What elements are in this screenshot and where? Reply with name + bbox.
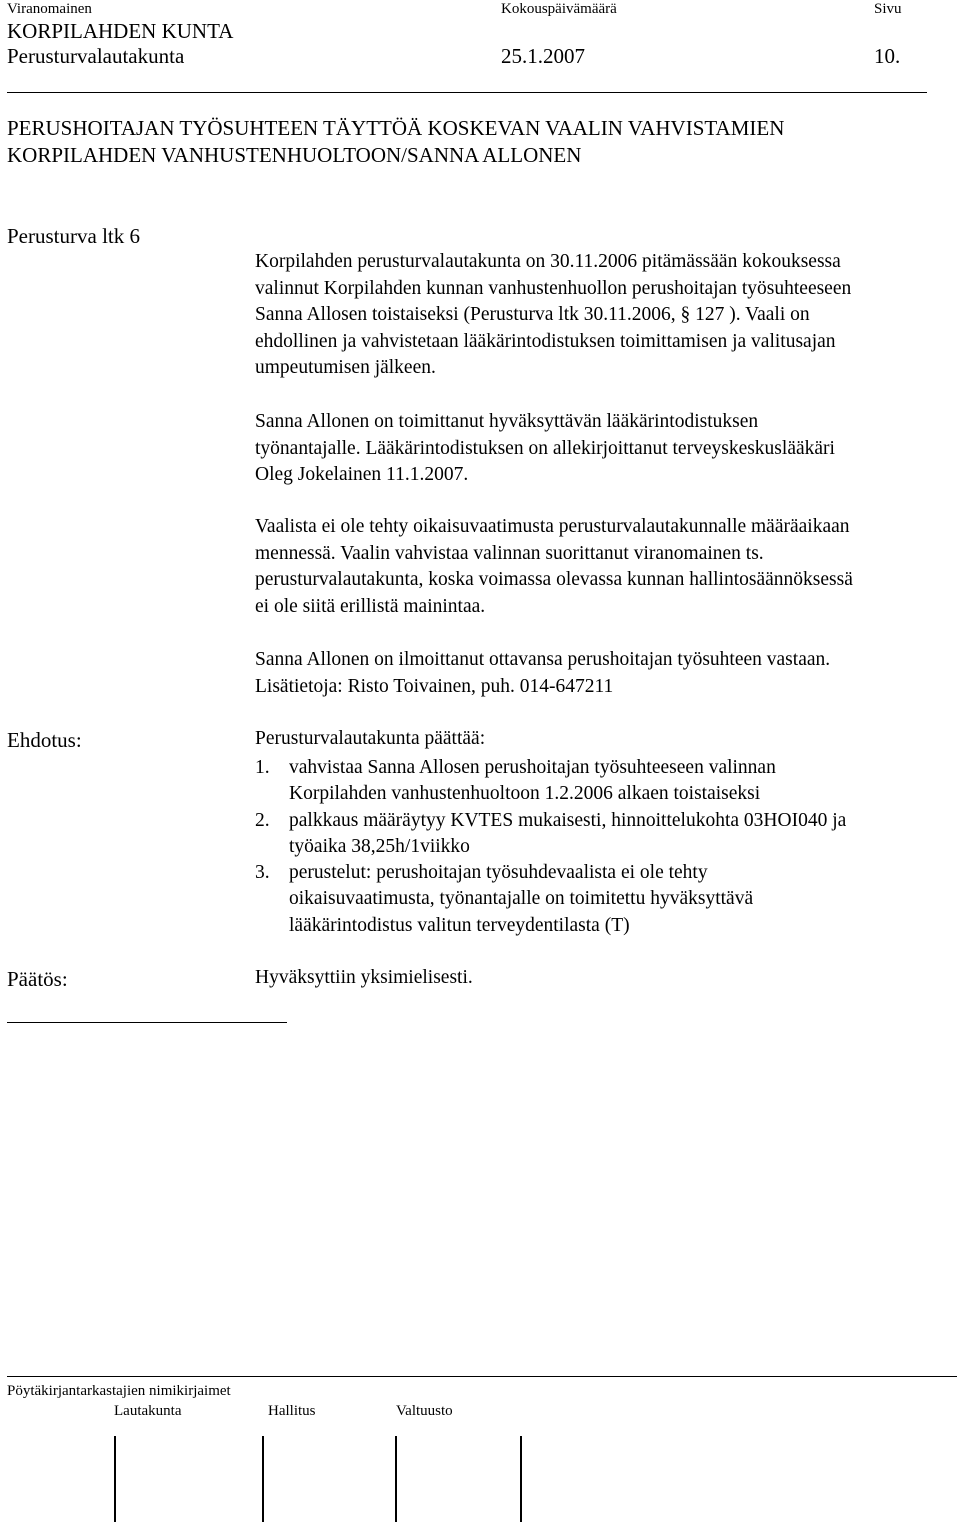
list-item [255,755,846,808]
paragraph-line: valinnut Korpilahden kunnan vanhustenhuollon perushoitajan työsuhteeseen [255,277,852,299]
paragraph-line: Vaalista ei ole tehty oikaisuvaatimusta perusturvalautakunnalle määräaikaan [255,516,850,537]
list-item [255,860,846,939]
header-authority-name: Perusturvalautakunta [7,44,185,68]
section-label: Perusturva ltk 6 [7,224,140,248]
decision-underline [7,1022,287,1023]
document-title-line-2: KORPILAHDEN VANHUSTENHUOLTOON/SANNA ALLONEN [7,143,582,167]
header-organization-name: KORPILAHDEN KUNTA [7,19,234,43]
list-item-line: lääkärintodistus valitun terveydentilasta (T) [289,914,630,936]
footer-title: Pöytäkirjantarkastajien nimikirjaimet [7,1383,231,1399]
header-divider [7,92,927,93]
paragraph-line: työnantajalle. Lääkärintodistuksen on allekirjoittanut terveyskeskuslääkäri [255,437,835,459]
header-meeting-date-label: Kokouspäivämäärä [501,1,617,17]
header-page-label: Sivu [874,1,902,17]
paragraph-line: Korpilahden perusturvalautakunta on 30.11.2006 pitämässään kokouksessa [255,251,841,272]
proposal-intro: Perusturvalautakunta päättää: [255,728,486,749]
paragraph-line: perusturvalautakunta, koska voimassa olevassa kunnan hallintosäännöksessä [255,569,853,590]
paragraph-line: Sanna Allonen on ilmoittanut ottavansa perushoitajan työsuhteen vastaan. [255,649,831,670]
decision-label: Päätös: [7,967,68,991]
signature-box-line [520,1436,522,1522]
paragraph-line: Lisätietoja: Risto Toivainen, puh. 014-647211 [255,675,614,697]
list-item-line: perustelut: perushoitajan työsuhdevaalista ei ole tehty [289,862,708,884]
footer-column-council: Valtuusto [396,1403,453,1419]
paragraph-line: ei ole siitä erillistä mainintaa. [255,595,486,617]
header-page-number: 10. [874,44,901,68]
paragraph-line: mennessä. Vaalin vahvistaa valinnan suorittanut viranomainen ts. [255,542,764,564]
footer-column-government: Hallitus [268,1403,316,1419]
signature-box-line [262,1436,264,1522]
list-item-number: 3. [255,862,270,884]
list-item-number: 2. [255,809,270,831]
paragraph-1 [255,249,955,382]
list-item-line: vahvistaa Sanna Allosen perushoitajan työsuhteeseen valinnan [289,757,776,778]
paragraph-4 [255,647,955,700]
signature-box-line [395,1436,397,1522]
decision-text: Hyväksyttiin yksimielisesti. [255,967,473,988]
header-meeting-date: 25.1.2007 [501,44,585,68]
paragraph-3 [255,514,955,620]
footer-column-board: Lautakunta [114,1403,182,1419]
list-item [255,808,846,861]
list-item-line: Korpilahden vanhustenhuoltoon 1.2.2006 alkaen toistaiseksi [289,783,761,805]
list-item-number: 1. [255,757,270,778]
paragraph-line: Oleg Jokelainen 11.1.2007. [255,464,469,485]
proposal-list [255,755,846,939]
header-authority-label: Viranomainen [7,1,92,17]
paragraph-2 [255,409,955,489]
paragraph-line: umpeutumisen jälkeen. [255,357,436,378]
paragraph-line: Sanna Allonen on toimittanut hyväksyttävän lääkärintodistuksen [255,411,759,432]
document-title-line-1: PERUSHOITAJAN TYÖSUHTEEN TÄYTTÖÄ KOSKEVAN VAALIN VAHVISTAMIEN [7,116,785,140]
list-item-line: palkkaus määräytyy KVTES mukaisesti, hinnoittelukohta 03HOI040 ja [289,809,847,831]
list-item-line: oikaisuvaatimusta, työnantajalle on toimitettu hyväksyttävä [289,888,754,910]
list-item-line: työaika 38,25h/1viikko [289,835,470,857]
paragraph-line: ehdollinen ja vahvistetaan lääkärintodistuksen toimittamisen ja valitusajan [255,330,836,352]
paragraph-line: Sanna Allosen toistaiseksi (Perusturva ltk 30.11.2006, § 127 ). Vaali on [255,304,810,325]
proposal-label: Ehdotus: [7,728,82,752]
signature-box-line [114,1436,116,1522]
footer-divider [7,1376,957,1377]
